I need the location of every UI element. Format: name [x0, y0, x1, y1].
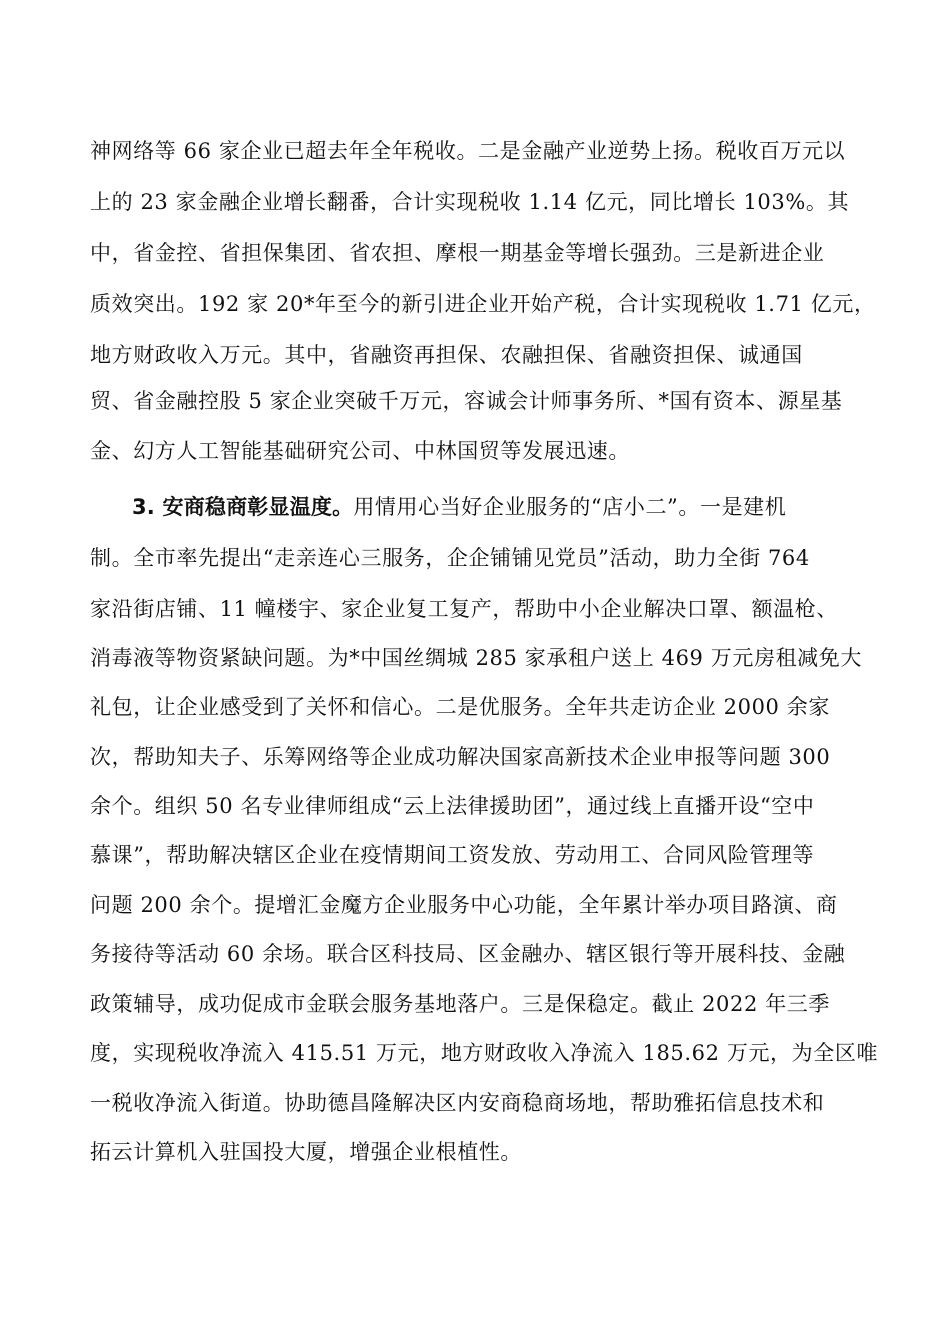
paragraph-2-line-4: 消毒液等物资紧缺问题。为*中国丝绸城 285 家承租户送上 469 万元房租减免大	[90, 646, 862, 670]
paragraph-2-line-11: 政策辅导，成功促成市金联会服务基地落户。三是保稳定。截止 2022 年三季	[90, 992, 830, 1016]
paragraph-1-line-1: 神网络等 66 家企业已超去年全年税收。二是金融产业逆势上扬。税收百万元以	[90, 139, 846, 163]
paragraph-2-line-3: 家沿街店铺、11 幢楼宇、家企业复工复产，帮助中小企业解决口罩、额温枪、	[90, 597, 838, 621]
paragraph-2-line-8: 慕课”，帮助解决辖区企业在疫情期间工资发放、劳动用工、合同风险管理等	[90, 843, 815, 867]
paragraph-1-line-3: 中，省金控、省担保集团、省农担、摩根一期基金等增长强劲。三是新进企业	[90, 241, 825, 265]
paragraph-1-line-5: 地方财政收入万元。其中，省融资再担保、农融担保、省融资担保、诚通国	[90, 343, 803, 367]
paragraph-2-line-14: 拓云计算机入驻国投大厦，增强企业根植性。	[90, 1140, 522, 1164]
paragraph-1-line-6: 贸、省金融控股 5 家企业突破千万元，容诚会计师事务所、*国有资本、源星基	[90, 389, 843, 413]
paragraph-2-line-5: 礼包，让企业感受到了关怀和信心。二是优服务。全年共走访企业 2000 余家	[90, 695, 830, 719]
paragraph-2-line-1	[132, 487, 786, 527]
paragraph-1-line-4: 质效突出。192 家 20*年至今的新引进企业开始产税，合计实现税收 1.71 亿元，	[90, 292, 876, 316]
paragraph-2-line-2: 制。全市率先提出“走亲连心三服务，企企铺铺见党员”活动，助力全街 764	[90, 546, 810, 570]
paragraph-2-line-7: 余个。组织 50 名专业律师组成“云上法律援助团”，通过线上直播开设“空中	[90, 794, 815, 818]
paragraph-2-line-9: 问题 200 余个。提增汇金魔方企业服务中心功能，全年累计举办项目路演、商	[90, 893, 838, 917]
paragraph-2-line-10: 务接待等活动 60 余场。联合区科技局、区金融办、辖区银行等开展科技、金融	[90, 942, 846, 966]
paragraph-2-line-1-text: 用情用心当好企业服务的“店小二”。一是建机	[353, 495, 787, 519]
paragraph-1-line-7: 金、幻方人工智能基础研究公司、中林国贸等发展迅速。	[90, 439, 630, 463]
paragraph-2-line-12: 度，实现税收净流入 415.51 万元，地方财政收入净流入 185.62 万元，为全区唯	[90, 1041, 879, 1065]
paragraph-2-line-13: 一税收净流入街道。协助德昌隆解决区内安商稳商场地，帮助雅拓信息技术和	[90, 1091, 825, 1115]
section-heading: 3. 安商稳商彰显温度。	[132, 495, 354, 519]
paragraph-2-line-6: 次，帮助知夫子、乐筹网络等企业成功解决国家高新技术企业申报等问题 300	[90, 745, 831, 769]
paragraph-1-line-2: 上的 23 家金融企业增长翻番，合计实现税收 1.14 亿元，同比增长 103%。其	[90, 190, 850, 214]
